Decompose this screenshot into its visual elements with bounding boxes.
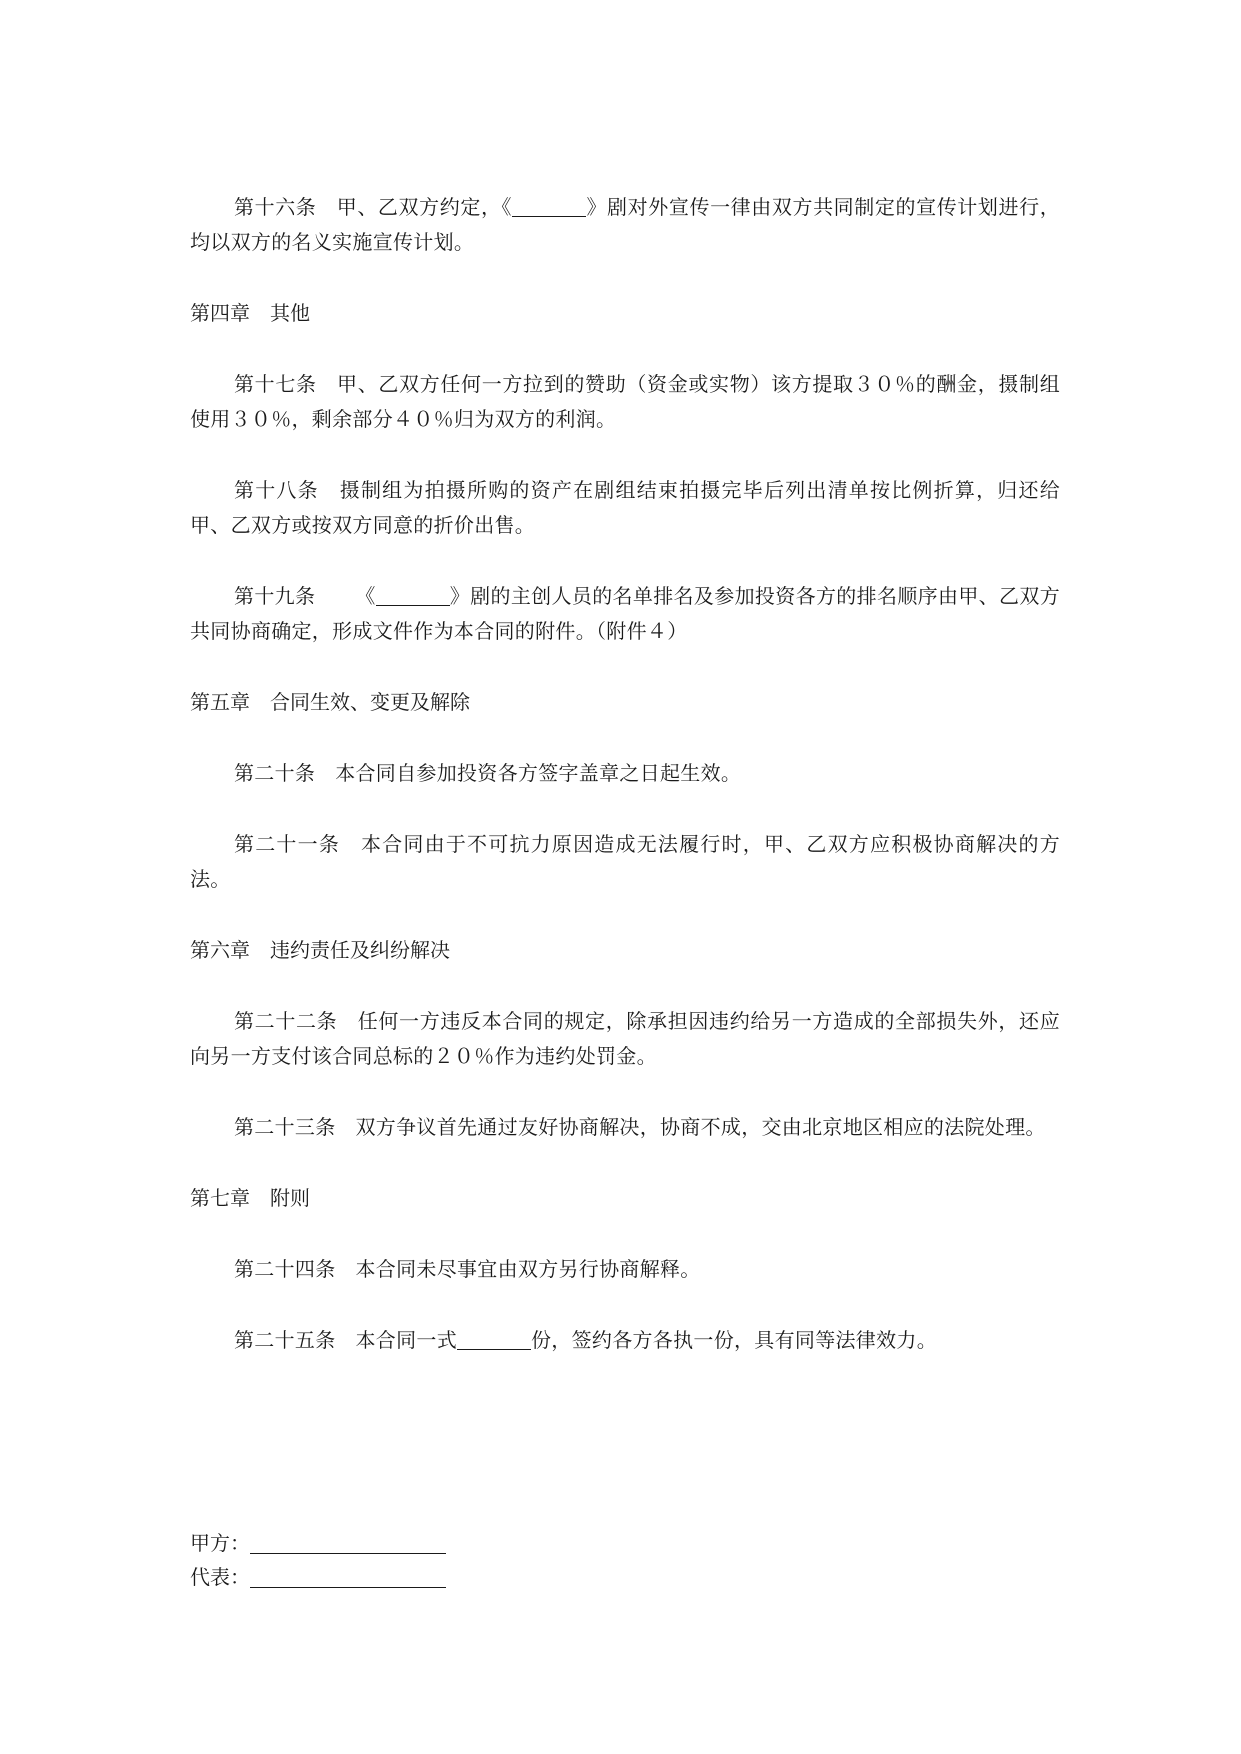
article-17-text: 甲、乙双方任何一方拉到的赞助（资金或实物）该方提取３０％的酬金，摄制组使用３０％，剩余部分４０％归为双方的利润。 [190, 372, 1061, 431]
article-21 [190, 827, 1060, 897]
chapter-7-label: 第七章 [190, 1186, 250, 1210]
drama-title-blank[interactable] [376, 585, 450, 606]
chapter-7-heading [190, 1181, 1060, 1216]
article-16-label: 第十六条 [234, 195, 317, 219]
chapter-5-title: 合同生效、变更及解除 [270, 690, 470, 714]
article-25 [190, 1323, 1060, 1358]
chapter-4-title: 其他 [270, 301, 310, 325]
article-25-text-before: 本合同一式 [355, 1328, 457, 1352]
article-22-label: 第二十二条 [234, 1009, 338, 1033]
article-23 [190, 1110, 1060, 1145]
article-22 [190, 1004, 1060, 1074]
article-18-label: 第十八条 [234, 478, 319, 502]
article-18-text: 摄制组为拍摄所购的资产在剧组结束拍摄完毕后列出清单按比例折算，归还给甲、乙双方或按双方同意的折价出售。 [190, 478, 1060, 537]
copies-count-blank[interactable] [457, 1329, 531, 1350]
article-20-label: 第二十条 [234, 761, 316, 785]
signature-block [190, 1526, 790, 1594]
article-25-label: 第二十五条 [234, 1328, 336, 1352]
chapter-6-heading [190, 933, 1060, 968]
representative-signature-blank[interactable] [250, 1565, 446, 1588]
article-24 [190, 1252, 1060, 1287]
party-a-signature-row [190, 1526, 790, 1560]
representative-label: 代表： [190, 1565, 250, 1589]
contract-body [190, 190, 1060, 1394]
article-19-label: 第十九条 [234, 584, 316, 608]
article-16-text-before: 甲、乙双方约定，《 [336, 195, 513, 219]
article-22-text: 任何一方违反本合同的规定，除承担因违约给另一方造成的全部损失外，还应向另一方支付该合同总标的２０％作为违约处罚金。 [190, 1009, 1061, 1068]
article-17 [190, 367, 1060, 437]
chapter-4-label: 第四章 [190, 301, 250, 325]
drama-title-blank[interactable] [512, 196, 586, 217]
chapter-4-heading [190, 296, 1060, 331]
article-21-text: 本合同由于不可抗力原因造成无法履行时，甲、乙双方应积极协商解决的方法。 [190, 832, 1061, 891]
article-18 [190, 473, 1060, 543]
party-a-signature-blank[interactable] [250, 1531, 446, 1554]
chapter-6-label: 第六章 [190, 938, 250, 962]
article-23-label: 第二十三条 [234, 1115, 336, 1139]
representative-signature-row [190, 1560, 790, 1594]
chapter-5-heading [190, 685, 1060, 720]
article-16 [190, 190, 1060, 260]
chapter-7-title: 附则 [270, 1186, 310, 1210]
article-23-text: 双方争议首先通过友好协商解决，协商不成，交由北京地区相应的法院处理。 [355, 1115, 1046, 1139]
article-25-text-after: 份，签约各方各执一份，具有同等法律效力。 [531, 1328, 937, 1352]
chapter-6-title: 违约责任及纠纷解决 [270, 938, 450, 962]
article-19-text-before: 《 [355, 584, 376, 608]
article-24-label: 第二十四条 [234, 1257, 336, 1281]
article-21-label: 第二十一条 [234, 832, 341, 856]
party-a-label: 甲方： [190, 1531, 250, 1555]
article-19 [190, 579, 1060, 649]
article-19-text-after: 》剧的主创人员的名单排名及参加投资各方的排名顺序由甲、乙双方共同协商确定，形成文件作为本合同的附件。（附件４） [190, 584, 1061, 643]
article-20 [190, 756, 1060, 791]
chapter-5-label: 第五章 [190, 690, 250, 714]
article-17-label: 第十七条 [234, 372, 317, 396]
article-24-text: 本合同未尽事宜由双方另行协商解释。 [355, 1257, 701, 1281]
article-20-text: 本合同自参加投资各方签字盖章之日起生效。 [335, 761, 742, 785]
article-16-text-after: 》剧对外宣传一律由双方共同制定的宣传计划进行，均以双方的名义实施宣传计划。 [190, 195, 1061, 254]
